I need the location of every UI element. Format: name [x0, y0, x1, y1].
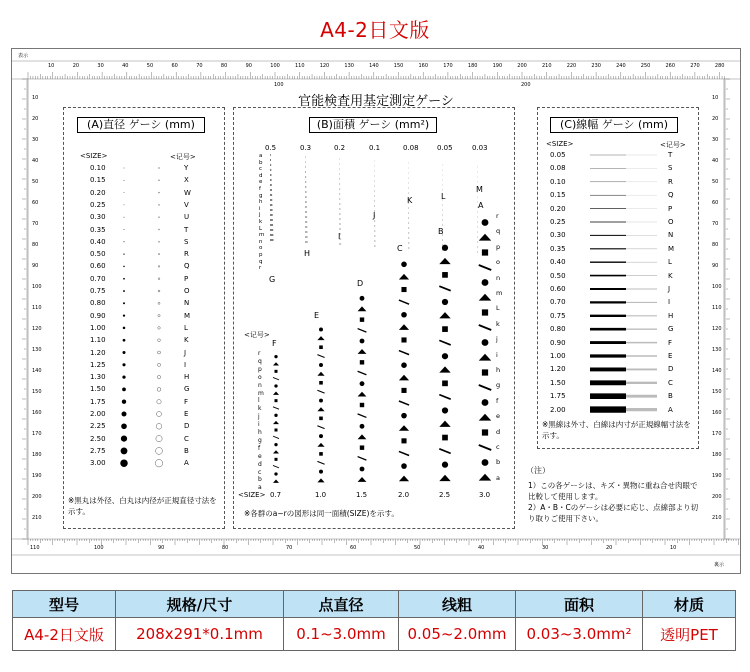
ruler-top-major-number: 200	[521, 82, 531, 88]
panel-b-border	[233, 107, 515, 529]
panel-a-code: I	[184, 360, 187, 369]
panel-a-code: G	[184, 385, 190, 394]
ruler-left-number: 70	[32, 221, 39, 227]
panel-c-size: 1.75	[550, 392, 566, 401]
panel-a-size: 0.80	[90, 299, 106, 308]
panel-b-top-code: f	[259, 186, 261, 192]
panel-c-code-header: <记号>	[660, 141, 686, 149]
ruler-top-number: 130	[344, 63, 354, 69]
ruler-left-number: 190	[32, 473, 42, 479]
panel-c-code: K	[668, 271, 673, 280]
panel-b-top-code: q	[259, 258, 263, 265]
ruler-top-number: 120	[319, 63, 330, 69]
ruler-top-number: 50	[146, 63, 154, 69]
panel-a-size: 3.00	[90, 459, 106, 468]
panel-a-code: Y	[184, 164, 189, 172]
panel-a-code: A	[184, 459, 189, 468]
panel-a-code: Q	[184, 262, 190, 271]
panel-b-top-size: 0.2	[334, 144, 346, 152]
ruler-left-number: 80	[32, 242, 39, 248]
panel-c-size: 1.20	[550, 365, 566, 374]
ruler-right-number: 30	[712, 137, 719, 143]
ruler-right-number: 100	[712, 284, 722, 290]
panel-a-size: 0.35	[90, 225, 106, 234]
panel-a-size: 0.10	[90, 164, 106, 172]
panel-b-top-code: e	[259, 179, 263, 186]
ruler-left-number: 50	[32, 179, 39, 185]
panel-c-code: O	[668, 218, 674, 226]
ruler-right-number: 120	[712, 326, 722, 332]
panel-b-group-letter: D	[357, 279, 364, 288]
ruler-left-number: 30	[32, 137, 39, 143]
ruler-bottom-number: 100	[94, 545, 104, 551]
panel-b-left-code: f	[258, 444, 261, 452]
panel-a-size: 1.00	[90, 323, 106, 332]
panel-a-size: 0.30	[90, 213, 106, 222]
ruler-bottom-number: 40	[478, 545, 485, 551]
ruler-left-number: 40	[32, 158, 39, 164]
ruler-top-number: 220	[566, 63, 577, 69]
panel-c-size: 0.15	[550, 191, 566, 200]
panel-a-code: R	[184, 250, 189, 259]
panel-b-right-code: r	[496, 212, 499, 220]
panel-a-code: H	[184, 373, 190, 382]
ruler-left-number: 210	[32, 515, 42, 521]
panel-c-code: R	[668, 177, 673, 186]
ruler-top-number: 80	[220, 63, 228, 69]
panel-a-code: B	[184, 446, 189, 455]
panel-a-code: D	[184, 422, 190, 431]
panel-a-code: X	[184, 176, 189, 185]
panel-c-code: E	[668, 352, 673, 360]
ruler-top-number: 140	[369, 63, 379, 69]
spec-header-size: 规格/尺寸	[116, 591, 284, 618]
panel-b-right-code: f	[496, 396, 499, 405]
panel-b-left-code: c	[258, 468, 262, 476]
ruler-top-number: 60	[171, 63, 178, 69]
ruler-left-number: 120	[32, 326, 42, 332]
panel-a-border	[63, 107, 225, 529]
ruler-top-number: 260	[665, 63, 676, 69]
ruler-top-number: 150	[393, 63, 404, 69]
panel-c-size: 0.35	[550, 244, 566, 253]
panel-b-top-size: 0.3	[300, 144, 312, 152]
panel-a-size: 0.50	[90, 250, 106, 259]
spec-value-area: 0.03~3.0mm²	[516, 618, 643, 651]
ruler-left-number: 200	[32, 494, 42, 500]
spec-header-area: 面积	[516, 591, 643, 618]
panel-b-group-letter: L	[441, 192, 446, 201]
gauge-sheet	[11, 48, 741, 574]
panel-b-right-code: d	[496, 427, 501, 436]
ruler-top-number: 230	[591, 63, 601, 69]
panel-b-top-code: c	[259, 166, 263, 173]
ruler-top-number: 280	[714, 63, 725, 69]
panel-a-code: F	[184, 397, 189, 406]
panel-b-group-letter: A	[478, 201, 484, 210]
ruler-right-number: 130	[712, 347, 722, 353]
panel-c-code: J	[668, 285, 671, 293]
panel-c-size: 0.60	[550, 285, 566, 293]
panel-a-code: M	[184, 311, 191, 320]
panel-b-group-letter: C	[397, 244, 403, 253]
panel-b-left-code: p	[258, 365, 262, 373]
panel-b-top-size: 0.08	[403, 144, 419, 152]
panel-b-left-code: i	[258, 421, 260, 429]
spec-value-material: 透明PET	[643, 618, 736, 651]
spec-value-line-width: 0.05~2.0mm	[399, 618, 516, 651]
spec-value-dot-diameter: 0.1~3.0mm	[284, 618, 399, 651]
panel-c-size: 2.00	[550, 405, 566, 414]
panel-a-code: U	[184, 213, 190, 222]
ruler-top-number: 160	[418, 63, 429, 69]
panel-a-size: 1.75	[90, 397, 106, 406]
panel-b-top-size: 0.5	[265, 144, 277, 152]
panel-c-code: A	[668, 405, 673, 414]
panel-a-size: 1.30	[90, 373, 106, 382]
ruler-top-number: 200	[517, 63, 527, 69]
panel-c-size: 1.00	[550, 352, 566, 360]
panel-b-right-code: k	[496, 319, 500, 328]
panel-c-code: D	[668, 365, 674, 374]
panel-b-right-code: g	[496, 381, 501, 390]
panel-a-size: 0.75	[90, 287, 106, 295]
panel-a-size: 0.70	[90, 274, 106, 283]
panel-c-code: S	[668, 164, 673, 173]
panel-a-code-header: <记号>	[170, 153, 196, 161]
panel-b-code-header: <记号>	[244, 331, 270, 339]
panel-b-right-code: i	[496, 350, 498, 359]
panel-b-left-code: j	[258, 413, 260, 421]
spec-value-size: 208x291*0.1mm	[116, 618, 284, 651]
ruler-right-number: 170	[712, 431, 722, 437]
panel-c-title: (C)線幅 ゲーシ (mm)	[550, 117, 678, 133]
ruler-top-number: 270	[690, 63, 700, 69]
panel-b-top-size: 0.03	[472, 144, 488, 152]
panel-c-code: H	[668, 311, 674, 320]
ruler-left-number: 170	[32, 431, 42, 437]
panel-c-code: T	[668, 151, 673, 159]
panel-b-right-code: n	[496, 273, 501, 282]
panel-a-code: K	[184, 336, 189, 345]
panel-a-size: 1.25	[90, 360, 106, 369]
panel-b-left-code: k	[258, 405, 262, 413]
ruler-top-number: 240	[616, 63, 626, 69]
panel-a-size: 0.20	[90, 188, 106, 197]
panel-a-code: T	[184, 225, 189, 234]
panel-c-code: I	[668, 298, 671, 307]
panel-c-code: G	[668, 325, 674, 334]
panel-a-size-header: <SIZE>	[80, 152, 108, 160]
panel-c-size: 0.75	[550, 311, 566, 320]
panel-a-code: E	[184, 410, 189, 418]
ruler-left-number: 20	[32, 116, 39, 122]
panel-b-right-code: a	[496, 473, 500, 482]
panel-b-right-code: m	[496, 289, 503, 297]
panel-b-right-code: q	[496, 227, 501, 236]
panel-b-bottom-size: 3.0	[479, 491, 491, 499]
panel-b-left-code: q	[258, 357, 262, 365]
panel-b-top-size: 0.05	[437, 144, 453, 152]
panel-c-size-header: <SIZE>	[546, 140, 574, 148]
panel-a-size: 1.20	[90, 348, 106, 357]
panel-b-top-code: a	[259, 153, 263, 159]
ruler-right-number: 50	[712, 179, 719, 185]
panel-b-right-code: b	[496, 458, 501, 467]
panel-a-code: V	[184, 200, 189, 209]
ruler-top-number: 250	[640, 63, 651, 69]
panel-a-code: O	[184, 287, 190, 295]
ruler-top-number: 10	[48, 63, 55, 69]
panel-b-left-code: o	[258, 373, 262, 381]
panel-b-left-code: l	[258, 397, 260, 405]
panel-b-bottom-size: 1.0	[315, 491, 327, 499]
remark-item-1: 1）この各ゲーシは、キズ・異物に重ね合せ肉眼で比較して使用します。	[528, 481, 698, 501]
panel-c-size: 0.20	[550, 204, 566, 213]
panel-b-group-letter: K	[407, 196, 413, 205]
panel-a-code: L	[184, 323, 188, 332]
ruler-left-number: 100	[32, 284, 42, 290]
panel-a-size: 0.25	[90, 200, 106, 209]
ruler-left-number: 130	[32, 347, 42, 353]
ruler-top-number: 190	[492, 63, 503, 69]
ruler-right-number: 40	[712, 158, 719, 164]
ruler-top-number: 70	[196, 63, 203, 69]
panel-c-size: 0.25	[550, 218, 566, 226]
panel-c-size: 0.40	[550, 258, 566, 267]
ruler-bottom-number: 20	[606, 545, 613, 551]
panel-a-code: P	[184, 274, 189, 283]
ruler-right-number: 160	[712, 410, 722, 416]
ruler-left-number: 110	[32, 305, 42, 311]
panel-a-code: J	[184, 348, 187, 357]
panel-c-code: C	[668, 378, 673, 387]
panel-a-note: ※黒丸は外径、白丸は内径が正規直径寸法を示す。	[68, 496, 217, 516]
panel-c-size: 0.50	[550, 271, 566, 280]
panel-b-left-code: r	[258, 350, 261, 357]
panel-b-top-size: 0.1	[369, 144, 381, 152]
ruler-left-number: 150	[32, 389, 42, 395]
ruler-right-number: 70	[712, 221, 719, 227]
panel-b-right-code: p	[496, 242, 501, 251]
ruler-bottom-number: 90	[158, 545, 165, 551]
spec-header-line-width: 线粗	[399, 591, 516, 618]
panel-b-top-code: b	[259, 159, 263, 166]
panel-b-top-code: h	[259, 199, 263, 206]
spec-table-row	[13, 618, 736, 651]
remarks-header: （注）	[526, 466, 550, 475]
ruler-bottom-number: 10	[670, 545, 677, 551]
panel-b-group-letter: M	[476, 185, 483, 194]
ruler-right-number: 20	[712, 116, 719, 122]
ruler-top-number: 110	[295, 63, 305, 69]
spec-header-model: 型号	[13, 591, 116, 618]
ruler-left-number: 60	[32, 200, 39, 206]
panel-a-size: 2.25	[90, 422, 106, 431]
ruler-right-number: 200	[712, 494, 722, 500]
ruler-top-number: 170	[443, 63, 453, 69]
panel-c-code: Q	[668, 191, 674, 200]
ruler-top-number: 180	[467, 63, 478, 69]
panel-c-code: M	[668, 244, 675, 253]
spec-table-header-row	[13, 591, 736, 618]
ruler-right-number: 110	[712, 305, 722, 311]
ruler-left-number: 140	[32, 368, 42, 374]
panel-b-left-code: m	[258, 389, 264, 397]
panel-b-title: (B)面積 ゲーシ (mm²)	[309, 117, 437, 133]
panel-b-left-code: d	[258, 460, 262, 468]
spec-value-model: A4-2日文版	[13, 618, 116, 651]
panel-b-note: ※各群のa~rの図形は同一面積(SIZE)を示す。	[244, 509, 399, 518]
panel-b-right-code: c	[496, 443, 500, 451]
panel-c-code: N	[668, 231, 674, 240]
panel-a-size: 1.50	[90, 385, 106, 394]
ruler-right-number: 60	[712, 200, 719, 206]
panel-c-size: 0.80	[550, 325, 566, 334]
ruler-left-number: 160	[32, 410, 42, 416]
panel-b-bottom-size: 2.5	[439, 491, 451, 499]
panel-b-right-code: e	[496, 412, 500, 421]
panel-c-size: 0.70	[550, 298, 566, 307]
panel-b-right-code: j	[496, 335, 498, 344]
panel-a-size: 0.60	[90, 262, 106, 271]
panel-c-code: F	[668, 338, 673, 347]
panel-c-size: 0.05	[550, 151, 566, 159]
panel-c-size: 0.08	[550, 164, 566, 173]
panel-a-title: (A)直径 ゲーシ (mm)	[77, 117, 205, 133]
panel-b-bottom-size: 1.5	[356, 491, 368, 499]
panel-b-top-code: g	[259, 192, 263, 199]
page-title: A4-2日文版	[320, 18, 430, 42]
panel-c-code: P	[668, 204, 673, 213]
sheet-heading: 官能検査用基定測定ゲーシ	[298, 94, 454, 109]
ruler-bottom-number: 80	[222, 545, 229, 551]
ruler-right-number: 180	[712, 452, 722, 458]
panel-b-top-code: r	[259, 265, 262, 272]
ruler-bottom-number: 70	[286, 545, 293, 551]
ruler-left-number: 90	[32, 263, 39, 269]
ruler-right-number: 80	[712, 242, 719, 248]
panel-b-right-code: L	[496, 304, 500, 313]
panel-a-code: N	[184, 299, 190, 308]
ruler-top-number: 20	[72, 63, 80, 69]
panel-c-code: B	[668, 392, 673, 401]
panel-c-code: L	[668, 258, 672, 267]
ruler-right-number: 210	[712, 515, 722, 521]
panel-a-size: 0.90	[90, 311, 106, 320]
panel-b-group-letter: I	[338, 232, 341, 241]
panel-a-size: 2.50	[90, 434, 106, 443]
panel-b-top-code: n	[259, 238, 263, 245]
ruler-top-number: 210	[542, 63, 552, 69]
panel-b-right-code: h	[496, 366, 501, 374]
panel-b-group-letter: B	[438, 227, 444, 236]
ruler-bottom-number: 60	[350, 545, 357, 551]
panel-c-size: 0.30	[550, 231, 566, 240]
panel-a-size: 2.75	[90, 446, 106, 455]
ruler-left-number: 180	[32, 452, 42, 458]
ruler-bottom-number: 30	[542, 545, 549, 551]
ruler-right-number: 140	[712, 368, 722, 374]
panel-b-left-code: e	[258, 452, 262, 460]
ruler-top-number: 30	[97, 63, 104, 69]
panel-b-right-code: o	[496, 258, 500, 267]
corner-label-bottom-right: 裏示	[714, 562, 725, 568]
panel-b-left-code: a	[258, 484, 262, 492]
panel-b-group-letter: J	[373, 211, 376, 220]
panel-c-note: ※黒線は外寸、白線は内寸が正規線幅寸法を示す。	[542, 420, 691, 440]
panel-a-size: 0.15	[90, 176, 106, 185]
panel-b-left-code: g	[258, 436, 262, 444]
ruler-right-number: 150	[712, 389, 722, 395]
panel-a-code: S	[184, 237, 189, 246]
ruler-top-major-number: 100	[274, 82, 284, 88]
panel-c-size: 0.90	[550, 338, 566, 347]
ruler-top-number: 90	[245, 63, 252, 69]
remark-item-2: 2）A・B・Cのゲーシは必要に応じ、点線部より切り取りご使用下さい。	[528, 503, 699, 523]
panel-b-top-code: k	[259, 219, 263, 225]
panel-c-size: 1.50	[550, 378, 566, 387]
ruler-right-number: 10	[712, 95, 719, 101]
ruler-bottom-number: 50	[414, 545, 421, 551]
panel-a-code: W	[184, 188, 191, 197]
corner-label-top-left: 表示	[18, 53, 29, 59]
ruler-left-number: 10	[32, 95, 39, 101]
panel-a-size: 0.40	[90, 237, 106, 246]
ruler-top-number: 100	[270, 63, 280, 69]
spec-header-dot-diameter: 点直径	[284, 591, 399, 618]
ruler-bottom-number: 110	[30, 545, 40, 551]
panel-b-bottom-size: 2.0	[398, 491, 410, 499]
panel-a-size: 1.10	[90, 336, 106, 345]
panel-a-size: 2.00	[90, 410, 106, 418]
panel-b-top-code: o	[259, 245, 263, 252]
panel-b-top-code: i	[259, 205, 261, 212]
ruler-top-number: 40	[122, 63, 129, 69]
panel-c-size: 0.10	[550, 177, 566, 186]
spec-header-material: 材质	[643, 591, 736, 618]
ruler-right-number: 90	[712, 263, 719, 269]
panel-b-size-header: <SIZE>	[238, 491, 266, 499]
panel-b-bottom-size: 0.7	[270, 491, 282, 499]
spec-table	[12, 590, 736, 651]
panel-b-group-letter: F	[272, 339, 277, 348]
ruler-right-number: 190	[712, 473, 722, 479]
panel-b-left-code: n	[258, 381, 262, 389]
panel-b-top-code: j	[259, 212, 261, 219]
panel-b-group-letter: G	[269, 275, 276, 284]
panel-b-left-code: b	[258, 476, 262, 484]
panel-b-top-code: L	[259, 225, 263, 232]
panel-b-left-code: h	[258, 429, 262, 436]
panel-b-top-code: p	[259, 252, 263, 258]
panel-b-group-letter: E	[314, 311, 320, 320]
panel-b-top-code: m	[259, 232, 265, 239]
panel-a-code: C	[184, 434, 189, 443]
panel-b-top-code: d	[259, 172, 263, 179]
panel-b-group-letter: H	[304, 249, 311, 258]
